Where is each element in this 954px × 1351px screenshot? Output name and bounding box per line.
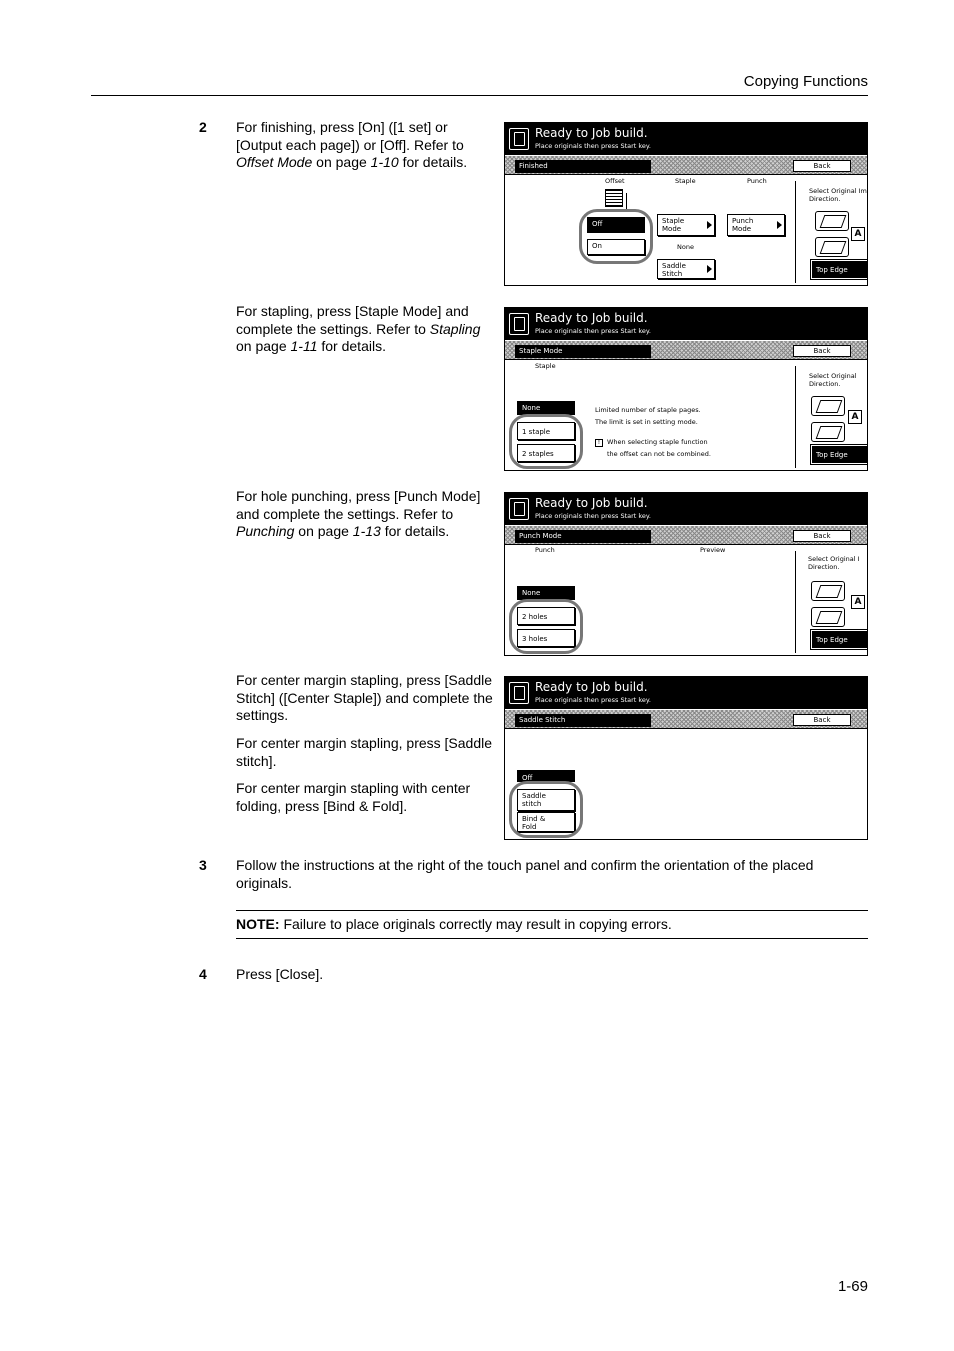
panel-status-bar	[505, 123, 867, 155]
col-label-offset: Offset	[605, 177, 625, 185]
step2-paragraph-finishing: For finishing, press [On] ([1 set] or [Output each page]) or [Off]. Refer to Offset Mode on page 1-10 for details.	[236, 119, 468, 170]
bind-fold-button[interactable]: Bind & Fold	[517, 812, 575, 832]
panel-mode-bar	[505, 341, 867, 360]
col-label-punch: Punch	[747, 177, 767, 185]
original-orientation-icon	[811, 607, 845, 627]
select-direction-text: Select Original Direction.	[809, 372, 857, 388]
back-button[interactable]: Back	[793, 714, 851, 726]
step2-paragraph-stapling: For stapling, press [Staple Mode] and complete the settings. Refer to Stapling on page 1-11 for details.	[236, 303, 481, 354]
top-edge-button[interactable]: Top Edge	[811, 445, 868, 464]
panel-mode-bar	[505, 156, 867, 175]
col-label-staple: Staple	[675, 177, 696, 185]
panel-staple-mode	[504, 307, 868, 471]
warning-icon: !	[595, 439, 603, 447]
note-box: NOTE: Failure to place originals correctly may result in copying errors.	[236, 910, 868, 939]
original-orientation-icon	[811, 422, 845, 442]
staple-none-label: None	[677, 243, 694, 251]
panel-title: Ready to Job build.	[535, 126, 648, 140]
divider	[795, 551, 796, 653]
orientation-a-icon: A	[848, 410, 862, 424]
panel-punch-mode	[504, 492, 868, 656]
offset-stack-icon	[605, 189, 623, 207]
panel-status-bar	[505, 677, 867, 709]
panel-status-bar	[505, 493, 867, 525]
panel-title: Ready to Job build.	[535, 311, 648, 325]
chevron-right-icon	[707, 265, 712, 273]
select-direction-text: Select Original I Direction.	[808, 555, 860, 571]
chevron-right-icon	[777, 221, 782, 229]
mode-label: Finished	[515, 160, 651, 173]
saddle-stitch-button[interactable]: Saddle Stitch	[657, 259, 715, 279]
step2-paragraph-saddle-stitch: For center margin stapling, press [Saddle Stitch] ([Center Staple]) and complete the settings.	[236, 672, 493, 723]
original-orientation-icon	[815, 237, 849, 257]
page-header-title: Copying Functions	[743, 73, 868, 90]
punch-mode-button[interactable]: Punch Mode	[727, 214, 785, 236]
top-edge-button[interactable]: Top Edge	[811, 260, 868, 279]
divider	[795, 366, 796, 468]
panel-status-bar	[505, 308, 867, 340]
top-edge-button[interactable]: Top Edge	[811, 630, 868, 649]
step3-text: Follow the instructions at the right of the touch panel and confirm the orientation of the placed originals.	[236, 857, 814, 891]
panel-subtitle: Place originals then press Start key.	[535, 696, 651, 704]
mode-label: Saddle Stitch	[515, 714, 651, 727]
document-icon	[509, 682, 529, 704]
step2-paragraph-bind-fold: For center margin stapling with center folding, press [Bind & Fold].	[236, 780, 471, 814]
staple-2-button[interactable]: 2 staples	[517, 444, 575, 462]
orientation-a-icon: A	[851, 227, 865, 241]
back-button[interactable]: Back	[793, 160, 851, 172]
back-button[interactable]: Back	[793, 345, 851, 357]
panel-title: Ready to Job build.	[535, 496, 648, 510]
col-label-punch: Punch	[535, 546, 555, 554]
header-rule	[91, 95, 868, 96]
offset-off-button[interactable]: Off	[587, 217, 645, 233]
staple-1-button[interactable]: 1 staple	[517, 422, 575, 440]
document-icon	[509, 313, 529, 335]
original-orientation-icon	[811, 581, 845, 601]
step-number-2: 2	[199, 119, 207, 135]
panel-mode-bar	[505, 526, 867, 545]
mode-label: Staple Mode	[515, 345, 651, 358]
step-number-4: 4	[199, 966, 207, 982]
staple-none-button[interactable]: None	[517, 401, 575, 415]
panel-saddle-stitch	[504, 676, 868, 840]
original-orientation-icon	[811, 396, 845, 416]
mode-label: Punch Mode	[515, 530, 651, 543]
select-direction-text: Select Original Im Direction.	[809, 187, 867, 203]
page-number: 1-69	[837, 1278, 868, 1295]
back-button[interactable]: Back	[793, 530, 851, 542]
panel-title: Ready to Job build.	[535, 680, 648, 694]
step-number-3: 3	[199, 857, 207, 873]
document-icon	[509, 128, 529, 150]
step4-text: Press [Close].	[236, 966, 324, 982]
divider	[795, 181, 796, 283]
staple-limit-info: Limited number of staple pages. The limit is set in setting mode.	[595, 406, 701, 426]
chevron-right-icon	[707, 221, 712, 229]
document-icon	[509, 498, 529, 520]
col-label-preview: Preview	[700, 546, 726, 554]
original-orientation-icon	[815, 211, 849, 231]
staple-mode-button[interactable]: Staple Mode	[657, 214, 715, 236]
panel-subtitle: Place originals then press Start key.	[535, 142, 651, 150]
punch-3-holes-button[interactable]: 3 holes	[517, 629, 575, 647]
col-label-staple: Staple	[535, 362, 556, 370]
panel-finished	[504, 122, 868, 286]
saddle-stitch-button[interactable]: Saddle stitch	[517, 789, 575, 811]
step2-paragraph-saddle-only: For center margin stapling, press [Saddle stitch].	[236, 735, 493, 769]
staple-offset-warning: ! When selecting staple function the offset can not be combined.	[595, 436, 711, 460]
step2-paragraph-punching: For hole punching, press [Punch Mode] and complete the settings. Refer to Punching on page 1-13 for details.	[236, 488, 481, 539]
panel-subtitle: Place originals then press Start key.	[535, 327, 651, 335]
saddle-off-button[interactable]: Off	[517, 770, 575, 782]
offset-on-button[interactable]: On	[587, 239, 645, 255]
panel-subtitle: Place originals then press Start key.	[535, 512, 651, 520]
orientation-a-icon: A	[851, 595, 865, 609]
punch-2-holes-button[interactable]: 2 holes	[517, 607, 575, 625]
panel-mode-bar	[505, 710, 867, 729]
punch-none-button[interactable]: None	[517, 586, 575, 600]
